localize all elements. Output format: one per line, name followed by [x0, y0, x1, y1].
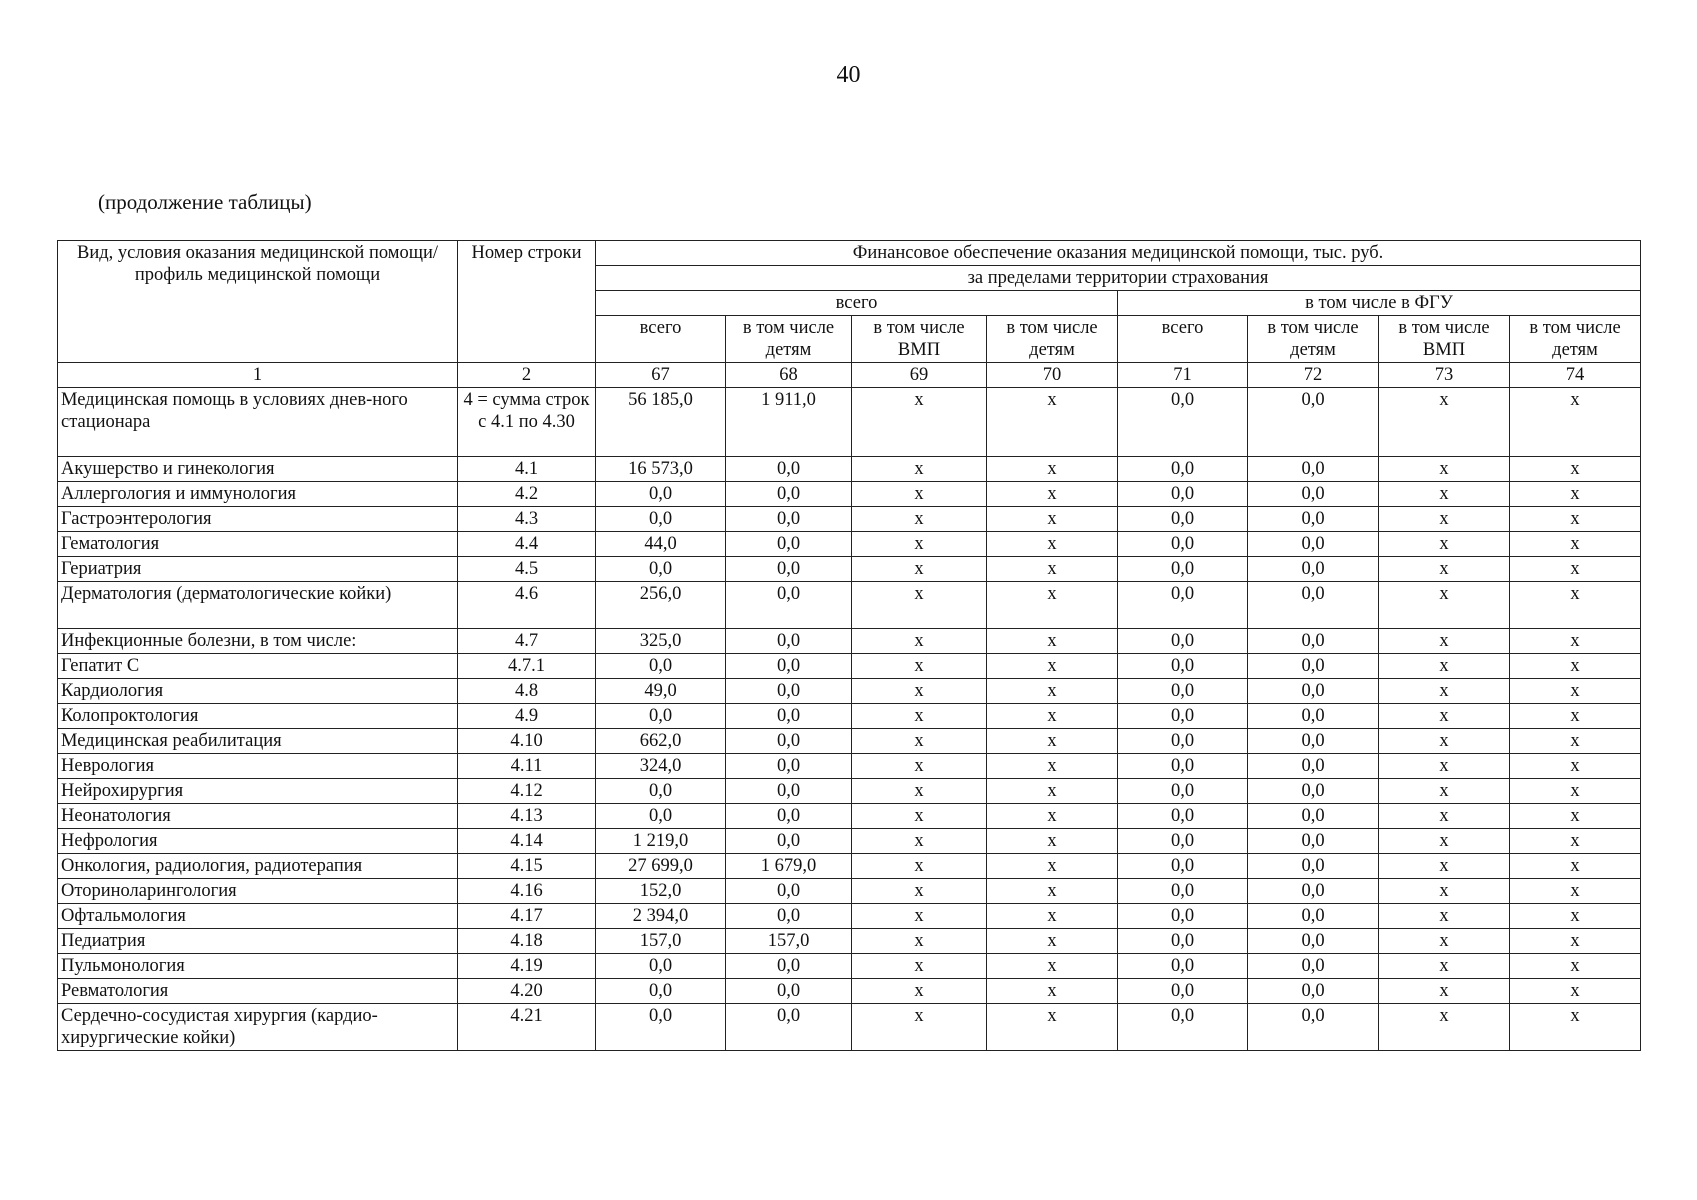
- value-cell: 0,0: [596, 704, 726, 729]
- value-cell: x: [852, 979, 987, 1004]
- table-row: [58, 582, 1641, 629]
- value-cell: x: [852, 388, 987, 457]
- row-name-cell: Гериатрия: [58, 557, 458, 582]
- value-cell: 0,0: [1248, 532, 1379, 557]
- column-number: 73: [1379, 363, 1510, 388]
- table-row: [58, 804, 1641, 829]
- row-line-cell: 4.17: [458, 904, 596, 929]
- value-cell: 324,0: [596, 754, 726, 779]
- value-cell: 49,0: [596, 679, 726, 704]
- value-cell: x: [852, 582, 987, 629]
- value-cell: 0,0: [596, 482, 726, 507]
- value-cell: 256,0: [596, 582, 726, 629]
- value-cell: x: [1379, 779, 1510, 804]
- header-finance: Финансовое обеспечение оказания медицинской помощи, тыс. руб.: [596, 241, 1641, 266]
- value-cell: x: [1379, 457, 1510, 482]
- financing-table: [57, 240, 1641, 1051]
- value-cell: x: [852, 804, 987, 829]
- value-cell: x: [987, 1004, 1118, 1051]
- row-name-cell: Неврология: [58, 754, 458, 779]
- value-cell: 0,0: [1118, 929, 1248, 954]
- value-cell: 0,0: [1118, 654, 1248, 679]
- row-name-cell: Сердечно-сосудистая хирургия (кардио-хирургические койки): [58, 1004, 458, 1051]
- value-cell: 0,0: [1248, 854, 1379, 879]
- value-cell: x: [1510, 507, 1641, 532]
- value-cell: x: [987, 804, 1118, 829]
- row-line-cell: 4 = сумма строк с 4.1 по 4.30: [458, 388, 596, 457]
- value-cell: x: [987, 557, 1118, 582]
- row-line-cell: 4.21: [458, 1004, 596, 1051]
- table-row: [58, 557, 1641, 582]
- row-line-cell: 4.15: [458, 854, 596, 879]
- row-line-cell: 4.9: [458, 704, 596, 729]
- value-cell: x: [852, 879, 987, 904]
- value-cell: 0,0: [1248, 507, 1379, 532]
- value-cell: 0,0: [1118, 729, 1248, 754]
- row-name-cell: Медицинская реабилитация: [58, 729, 458, 754]
- value-cell: 1 911,0: [726, 388, 852, 457]
- value-cell: 0,0: [726, 457, 852, 482]
- value-cell: 0,0: [726, 532, 852, 557]
- header-sub: в том числе детям: [726, 316, 852, 363]
- value-cell: x: [852, 854, 987, 879]
- value-cell: 0,0: [596, 804, 726, 829]
- value-cell: 0,0: [1118, 954, 1248, 979]
- header-fgu-group: в том числе в ФГУ: [1118, 291, 1641, 316]
- value-cell: 0,0: [1118, 979, 1248, 1004]
- row-line-cell: 4.6: [458, 582, 596, 629]
- row-line-cell: 4.7: [458, 629, 596, 654]
- value-cell: x: [1379, 388, 1510, 457]
- value-cell: x: [987, 854, 1118, 879]
- value-cell: x: [1510, 704, 1641, 729]
- row-line-cell: 4.12: [458, 779, 596, 804]
- value-cell: x: [1379, 654, 1510, 679]
- row-line-cell: 4.18: [458, 929, 596, 954]
- value-cell: 0,0: [726, 829, 852, 854]
- value-cell: x: [1510, 532, 1641, 557]
- row-name-cell: Медицинская помощь в условиях днев-ного стационара: [58, 388, 458, 457]
- row-line-cell: 4.14: [458, 829, 596, 854]
- header-total-group: всего: [596, 291, 1118, 316]
- value-cell: 0,0: [1248, 457, 1379, 482]
- value-cell: 27 699,0: [596, 854, 726, 879]
- value-cell: 0,0: [1248, 582, 1379, 629]
- value-cell: 0,0: [726, 1004, 852, 1051]
- row-name-cell: Неонатология: [58, 804, 458, 829]
- value-cell: x: [1379, 879, 1510, 904]
- value-cell: x: [1379, 582, 1510, 629]
- page-number: 40: [836, 62, 861, 88]
- value-cell: x: [1379, 979, 1510, 1004]
- value-cell: x: [987, 654, 1118, 679]
- row-line-cell: 4.2: [458, 482, 596, 507]
- value-cell: x: [1510, 482, 1641, 507]
- value-cell: 0,0: [726, 507, 852, 532]
- value-cell: 0,0: [726, 729, 852, 754]
- table-row: [58, 388, 1641, 457]
- value-cell: x: [1510, 582, 1641, 629]
- table-row: [58, 457, 1641, 482]
- value-cell: 0,0: [1118, 804, 1248, 829]
- row-name-cell: Кардиология: [58, 679, 458, 704]
- value-cell: x: [987, 729, 1118, 754]
- column-number: 68: [726, 363, 852, 388]
- value-cell: 0,0: [1248, 879, 1379, 904]
- value-cell: x: [987, 532, 1118, 557]
- column-number: 67: [596, 363, 726, 388]
- value-cell: 152,0: [596, 879, 726, 904]
- value-cell: 0,0: [1118, 582, 1248, 629]
- value-cell: x: [1379, 507, 1510, 532]
- value-cell: 0,0: [1248, 704, 1379, 729]
- value-cell: x: [852, 679, 987, 704]
- value-cell: 0,0: [1118, 754, 1248, 779]
- value-cell: 0,0: [726, 979, 852, 1004]
- value-cell: x: [1510, 779, 1641, 804]
- value-cell: 0,0: [1248, 1004, 1379, 1051]
- table-row: [58, 904, 1641, 929]
- value-cell: x: [1510, 729, 1641, 754]
- value-cell: 0,0: [726, 582, 852, 629]
- value-cell: x: [987, 754, 1118, 779]
- value-cell: 0,0: [1118, 482, 1248, 507]
- value-cell: 0,0: [726, 557, 852, 582]
- column-number-row: [58, 363, 1641, 388]
- value-cell: x: [1379, 854, 1510, 879]
- value-cell: x: [987, 704, 1118, 729]
- row-name-cell: Акушерство и гинекология: [58, 457, 458, 482]
- table-row: [58, 679, 1641, 704]
- value-cell: 0,0: [1118, 507, 1248, 532]
- value-cell: x: [1379, 929, 1510, 954]
- value-cell: x: [852, 482, 987, 507]
- row-line-cell: 4.3: [458, 507, 596, 532]
- value-cell: x: [1379, 704, 1510, 729]
- value-cell: 0,0: [596, 1004, 726, 1051]
- table-row: [58, 854, 1641, 879]
- header-sub: в том числе детям: [1248, 316, 1379, 363]
- row-name-cell: Оториноларингология: [58, 879, 458, 904]
- value-cell: x: [1379, 804, 1510, 829]
- value-cell: 325,0: [596, 629, 726, 654]
- row-line-cell: 4.8: [458, 679, 596, 704]
- value-cell: 0,0: [1248, 904, 1379, 929]
- header-sub: всего: [596, 316, 726, 363]
- value-cell: 1 679,0: [726, 854, 852, 879]
- value-cell: 0,0: [726, 779, 852, 804]
- row-line-cell: 4.16: [458, 879, 596, 904]
- value-cell: x: [1510, 954, 1641, 979]
- row-name-cell: Онкология, радиология, радиотерапия: [58, 854, 458, 879]
- value-cell: 0,0: [1248, 804, 1379, 829]
- row-name-cell: Нейрохирургия: [58, 779, 458, 804]
- value-cell: 157,0: [726, 929, 852, 954]
- value-cell: x: [1510, 457, 1641, 482]
- row-name-cell: Гепатит С: [58, 654, 458, 679]
- header-sub: в том числе детям: [1510, 316, 1641, 363]
- value-cell: 0,0: [726, 954, 852, 979]
- value-cell: 0,0: [1118, 829, 1248, 854]
- value-cell: x: [1379, 1004, 1510, 1051]
- value-cell: x: [1510, 679, 1641, 704]
- value-cell: 0,0: [726, 654, 852, 679]
- value-cell: 0,0: [1118, 457, 1248, 482]
- value-cell: x: [987, 904, 1118, 929]
- value-cell: 0,0: [596, 507, 726, 532]
- value-cell: x: [987, 954, 1118, 979]
- row-line-cell: 4.5: [458, 557, 596, 582]
- value-cell: x: [1510, 654, 1641, 679]
- value-cell: x: [1510, 1004, 1641, 1051]
- value-cell: 0,0: [1118, 388, 1248, 457]
- header-line: Номер строки: [458, 241, 596, 363]
- table-row: [58, 829, 1641, 854]
- header-type: Вид, условия оказания медицинской помощи/ профиль медицинской помощи: [58, 241, 458, 363]
- value-cell: 0,0: [1118, 779, 1248, 804]
- value-cell: x: [987, 929, 1118, 954]
- value-cell: 0,0: [1118, 532, 1248, 557]
- table-row: [58, 532, 1641, 557]
- value-cell: x: [852, 929, 987, 954]
- row-name-cell: Инфекционные болезни, в том числе:: [58, 629, 458, 654]
- value-cell: x: [852, 729, 987, 754]
- column-number: 69: [852, 363, 987, 388]
- value-cell: 0,0: [1248, 779, 1379, 804]
- value-cell: 0,0: [1118, 629, 1248, 654]
- column-number: 72: [1248, 363, 1379, 388]
- value-cell: 0,0: [1118, 904, 1248, 929]
- value-cell: x: [852, 704, 987, 729]
- value-cell: 0,0: [1118, 854, 1248, 879]
- table-row: [58, 507, 1641, 532]
- value-cell: x: [852, 629, 987, 654]
- column-number: 1: [58, 363, 458, 388]
- value-cell: x: [987, 388, 1118, 457]
- value-cell: 0,0: [1248, 954, 1379, 979]
- row-name-cell: Пульмонология: [58, 954, 458, 979]
- header-sub: всего: [1118, 316, 1248, 363]
- table-row: [58, 704, 1641, 729]
- table-row: [58, 1004, 1641, 1051]
- value-cell: x: [1510, 879, 1641, 904]
- row-line-cell: 4.4: [458, 532, 596, 557]
- column-number: 2: [458, 363, 596, 388]
- value-cell: 0,0: [596, 954, 726, 979]
- row-line-cell: 4.13: [458, 804, 596, 829]
- value-cell: 16 573,0: [596, 457, 726, 482]
- value-cell: 0,0: [726, 804, 852, 829]
- value-cell: 0,0: [1248, 654, 1379, 679]
- value-cell: 44,0: [596, 532, 726, 557]
- value-cell: x: [852, 954, 987, 979]
- value-cell: 0,0: [596, 557, 726, 582]
- value-cell: 0,0: [1248, 754, 1379, 779]
- value-cell: x: [987, 779, 1118, 804]
- value-cell: x: [987, 829, 1118, 854]
- table-row: [58, 979, 1641, 1004]
- table-row: [58, 779, 1641, 804]
- table-row: [58, 629, 1641, 654]
- value-cell: x: [987, 979, 1118, 1004]
- value-cell: 1 219,0: [596, 829, 726, 854]
- value-cell: x: [1379, 729, 1510, 754]
- row-name-cell: Нефрология: [58, 829, 458, 854]
- value-cell: 0,0: [596, 654, 726, 679]
- value-cell: 56 185,0: [596, 388, 726, 457]
- value-cell: x: [987, 679, 1118, 704]
- row-name-cell: Дерматология (дерматологические койки): [58, 582, 458, 629]
- value-cell: x: [852, 654, 987, 679]
- row-line-cell: 4.1: [458, 457, 596, 482]
- value-cell: x: [1379, 954, 1510, 979]
- value-cell: x: [1510, 979, 1641, 1004]
- continuation-label: (продолжение таблицы): [98, 190, 312, 214]
- value-cell: x: [1510, 829, 1641, 854]
- value-cell: x: [852, 904, 987, 929]
- value-cell: x: [1510, 854, 1641, 879]
- value-cell: x: [852, 532, 987, 557]
- table-row: [58, 954, 1641, 979]
- value-cell: x: [1379, 557, 1510, 582]
- value-cell: x: [1510, 754, 1641, 779]
- value-cell: 0,0: [1248, 679, 1379, 704]
- value-cell: x: [1510, 629, 1641, 654]
- table-row: [58, 482, 1641, 507]
- value-cell: 0,0: [1118, 704, 1248, 729]
- value-cell: x: [1510, 388, 1641, 457]
- row-name-cell: Офтальмология: [58, 904, 458, 929]
- value-cell: x: [1510, 904, 1641, 929]
- value-cell: x: [852, 779, 987, 804]
- value-cell: 0,0: [596, 979, 726, 1004]
- header-sub: в том числе детям: [987, 316, 1118, 363]
- value-cell: 157,0: [596, 929, 726, 954]
- header-sub: в том числе ВМП: [1379, 316, 1510, 363]
- table-row: [58, 729, 1641, 754]
- value-cell: x: [852, 507, 987, 532]
- value-cell: x: [1510, 557, 1641, 582]
- row-name-cell: Гастроэнтерология: [58, 507, 458, 532]
- value-cell: 0,0: [1248, 729, 1379, 754]
- value-cell: 0,0: [1118, 679, 1248, 704]
- value-cell: x: [1510, 804, 1641, 829]
- table-row: [58, 754, 1641, 779]
- value-cell: 662,0: [596, 729, 726, 754]
- value-cell: x: [987, 457, 1118, 482]
- value-cell: 0,0: [726, 679, 852, 704]
- value-cell: 0,0: [726, 904, 852, 929]
- value-cell: x: [987, 629, 1118, 654]
- value-cell: 0,0: [1118, 1004, 1248, 1051]
- value-cell: x: [987, 582, 1118, 629]
- value-cell: x: [1379, 829, 1510, 854]
- row-name-cell: Ревматология: [58, 979, 458, 1004]
- value-cell: 0,0: [1248, 929, 1379, 954]
- value-cell: x: [987, 879, 1118, 904]
- value-cell: x: [1379, 679, 1510, 704]
- value-cell: 0,0: [726, 754, 852, 779]
- value-cell: x: [1510, 929, 1641, 954]
- row-line-cell: 4.10: [458, 729, 596, 754]
- value-cell: 0,0: [726, 629, 852, 654]
- value-cell: 0,0: [1248, 388, 1379, 457]
- table-row: [58, 929, 1641, 954]
- value-cell: 0,0: [1248, 829, 1379, 854]
- row-name-cell: Колопроктология: [58, 704, 458, 729]
- column-number: 74: [1510, 363, 1641, 388]
- row-name-cell: Педиатрия: [58, 929, 458, 954]
- value-cell: 0,0: [1248, 482, 1379, 507]
- value-cell: x: [1379, 754, 1510, 779]
- value-cell: 0,0: [726, 482, 852, 507]
- value-cell: 0,0: [1248, 557, 1379, 582]
- value-cell: x: [852, 557, 987, 582]
- value-cell: x: [1379, 482, 1510, 507]
- header-outside: за пределами территории страхования: [596, 266, 1641, 291]
- table-row: [58, 654, 1641, 679]
- value-cell: x: [1379, 629, 1510, 654]
- row-line-cell: 4.11: [458, 754, 596, 779]
- table-row: [58, 879, 1641, 904]
- value-cell: 0,0: [726, 704, 852, 729]
- column-number: 71: [1118, 363, 1248, 388]
- value-cell: 0,0: [1248, 979, 1379, 1004]
- value-cell: 0,0: [596, 779, 726, 804]
- row-line-cell: 4.7.1: [458, 654, 596, 679]
- value-cell: x: [1379, 904, 1510, 929]
- row-line-cell: 4.20: [458, 979, 596, 1004]
- value-cell: 0,0: [726, 879, 852, 904]
- value-cell: x: [987, 482, 1118, 507]
- value-cell: x: [852, 457, 987, 482]
- row-line-cell: 4.19: [458, 954, 596, 979]
- column-number: 70: [987, 363, 1118, 388]
- value-cell: x: [852, 1004, 987, 1051]
- row-name-cell: Гематология: [58, 532, 458, 557]
- value-cell: 2 394,0: [596, 904, 726, 929]
- value-cell: x: [987, 507, 1118, 532]
- value-cell: 0,0: [1248, 629, 1379, 654]
- row-name-cell: Аллергология и иммунология: [58, 482, 458, 507]
- header-sub: в том числе ВМП: [852, 316, 987, 363]
- value-cell: x: [852, 829, 987, 854]
- value-cell: 0,0: [1118, 879, 1248, 904]
- value-cell: 0,0: [1118, 557, 1248, 582]
- value-cell: x: [1379, 532, 1510, 557]
- value-cell: x: [852, 754, 987, 779]
